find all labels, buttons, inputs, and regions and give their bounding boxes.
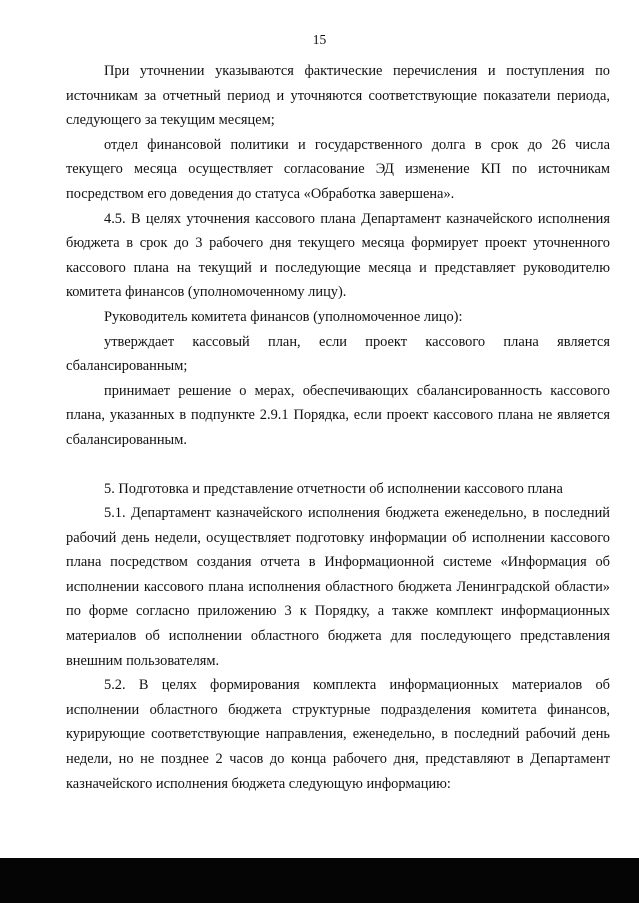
scan-bottom-edge bbox=[0, 858, 639, 903]
section-spacer bbox=[66, 453, 610, 477]
page-number: 15 bbox=[312, 32, 327, 47]
paragraph-clarification: При уточнении указываются фактические перечисления и поступления по источникам за отчетный период и уточняются соответствующие показатели периода, следующего за текущим месяцем; bbox=[66, 63, 610, 129]
section-heading: 5. Подготовка и представление отчетности об исполнении кассового плана bbox=[104, 480, 563, 497]
paragraph-head-of-committee: Руководитель комитета финансов (уполномоченное лицо): bbox=[104, 308, 463, 325]
paragraph-4-5: 4.5. В целях уточнения кассового плана Департамент казначейского исполнения бюджета в срок до 3 рабочего дня текущего месяца формирует проект уточненного кассового плана на текущий и последующие месяца и представляет руководителю комитета финансов (уполномоченному лицу). bbox=[66, 210, 610, 301]
paragraph-5-1: 5.1. Департамент казначейского исполнения бюджета еженедельно, в последний рабочий день недели, осуществляет подготовку информации об исполнении кассового плана посредством создания отчета в Информационной системе «Информация об исполнении кассового плана исполнения областного бюджета Ленинградской области» по форме согласно приложению 3 к Порядку, а также комплект информационных материалов об исполнении областного бюджета для последующего представления внешним пользователям. bbox=[66, 505, 610, 669]
paragraph-decides: принимает решение о мерах, обеспечивающих сбалансированность кассового плана, указанных в подпункте 2.9.1 Порядка, если проект кассового плана не является сбалансированным. bbox=[66, 382, 610, 448]
paragraph-5-2: 5.2. В целях формирования комплекта информационных материалов об исполнении областного бюджета структурные подразделения комитета финансов, курирующие соответствующие направления, еженедельно, в последний рабочий день недели, но не позднее 2 часов до конца рабочего дня, представляют в Департамент казначейского исполнения бюджета следующую информацию: bbox=[66, 677, 610, 792]
document-body bbox=[66, 59, 610, 796]
paragraph-debt-department: отдел финансовой политики и государственного долга в срок до 26 числа текущего месяца осуществляет согласование ЭД изменение КП по источникам посредством его доведения до статуса «Обработка завершена». bbox=[66, 136, 610, 202]
paragraph-approves: утверждает кассовый план, если проект кассового плана является сбалансированным; bbox=[66, 333, 610, 375]
